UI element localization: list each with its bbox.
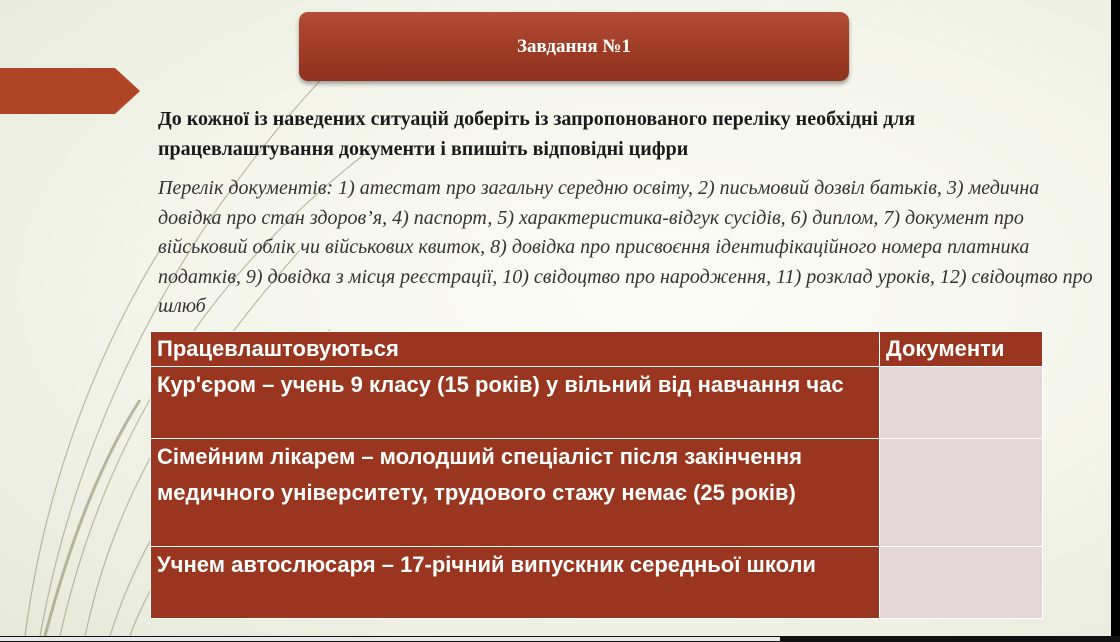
screen-edge-bottom	[0, 636, 1120, 642]
assignment-table	[150, 331, 1043, 619]
table-row	[151, 367, 1043, 439]
screen-edge-right	[1111, 0, 1120, 642]
documents-cell[interactable]	[880, 547, 1043, 619]
slide-title: Завдання №1	[517, 35, 631, 57]
table-row	[151, 439, 1043, 547]
documents-cell[interactable]	[880, 367, 1043, 439]
table-header-row	[151, 332, 1043, 367]
situation-cell: Кур'єром – учень 9 класу (15 років) у вільний від навчання час	[151, 367, 880, 439]
arrow-decoration	[0, 68, 140, 114]
documents-cell[interactable]	[880, 439, 1043, 547]
situation-cell: Сімейним лікарем – молодший спеціаліст після закінчення медичного університету, трудового стажу немає (25 років)	[151, 439, 880, 547]
header-documents: Документи	[880, 332, 1043, 367]
instruction-text: До кожної із наведених ситуацій доберіть із запропонованого переліку необхідні для працевлаштування документи і впишіть відповідні цифри	[158, 108, 916, 160]
table-row	[151, 547, 1043, 619]
progress-strip	[0, 637, 780, 641]
documents-list: Перелік документів: 1) атестат про загальну середню освіту, 2) письмовий дозвіл батьків, 3) медична довідка про стан здоров’я, 4) паспорт, 5) характеристика-відгук сусідів, 6) диплом, 7) документ про військовий облік чи військових квиток, 8) довідка про присвоєння ідентифікаційного номера платника податків, 9) довідка з місця реєстрації, 10) свідоцтво про народження, 11) розклад уроків, 12) свідоцтво про шлюб	[158, 177, 1093, 317]
situation-cell: Учнем автослюсаря – 17-річний випускник середньої школи	[151, 547, 880, 619]
title-box	[299, 12, 849, 81]
header-situation: Працевлаштовуються	[151, 332, 880, 367]
